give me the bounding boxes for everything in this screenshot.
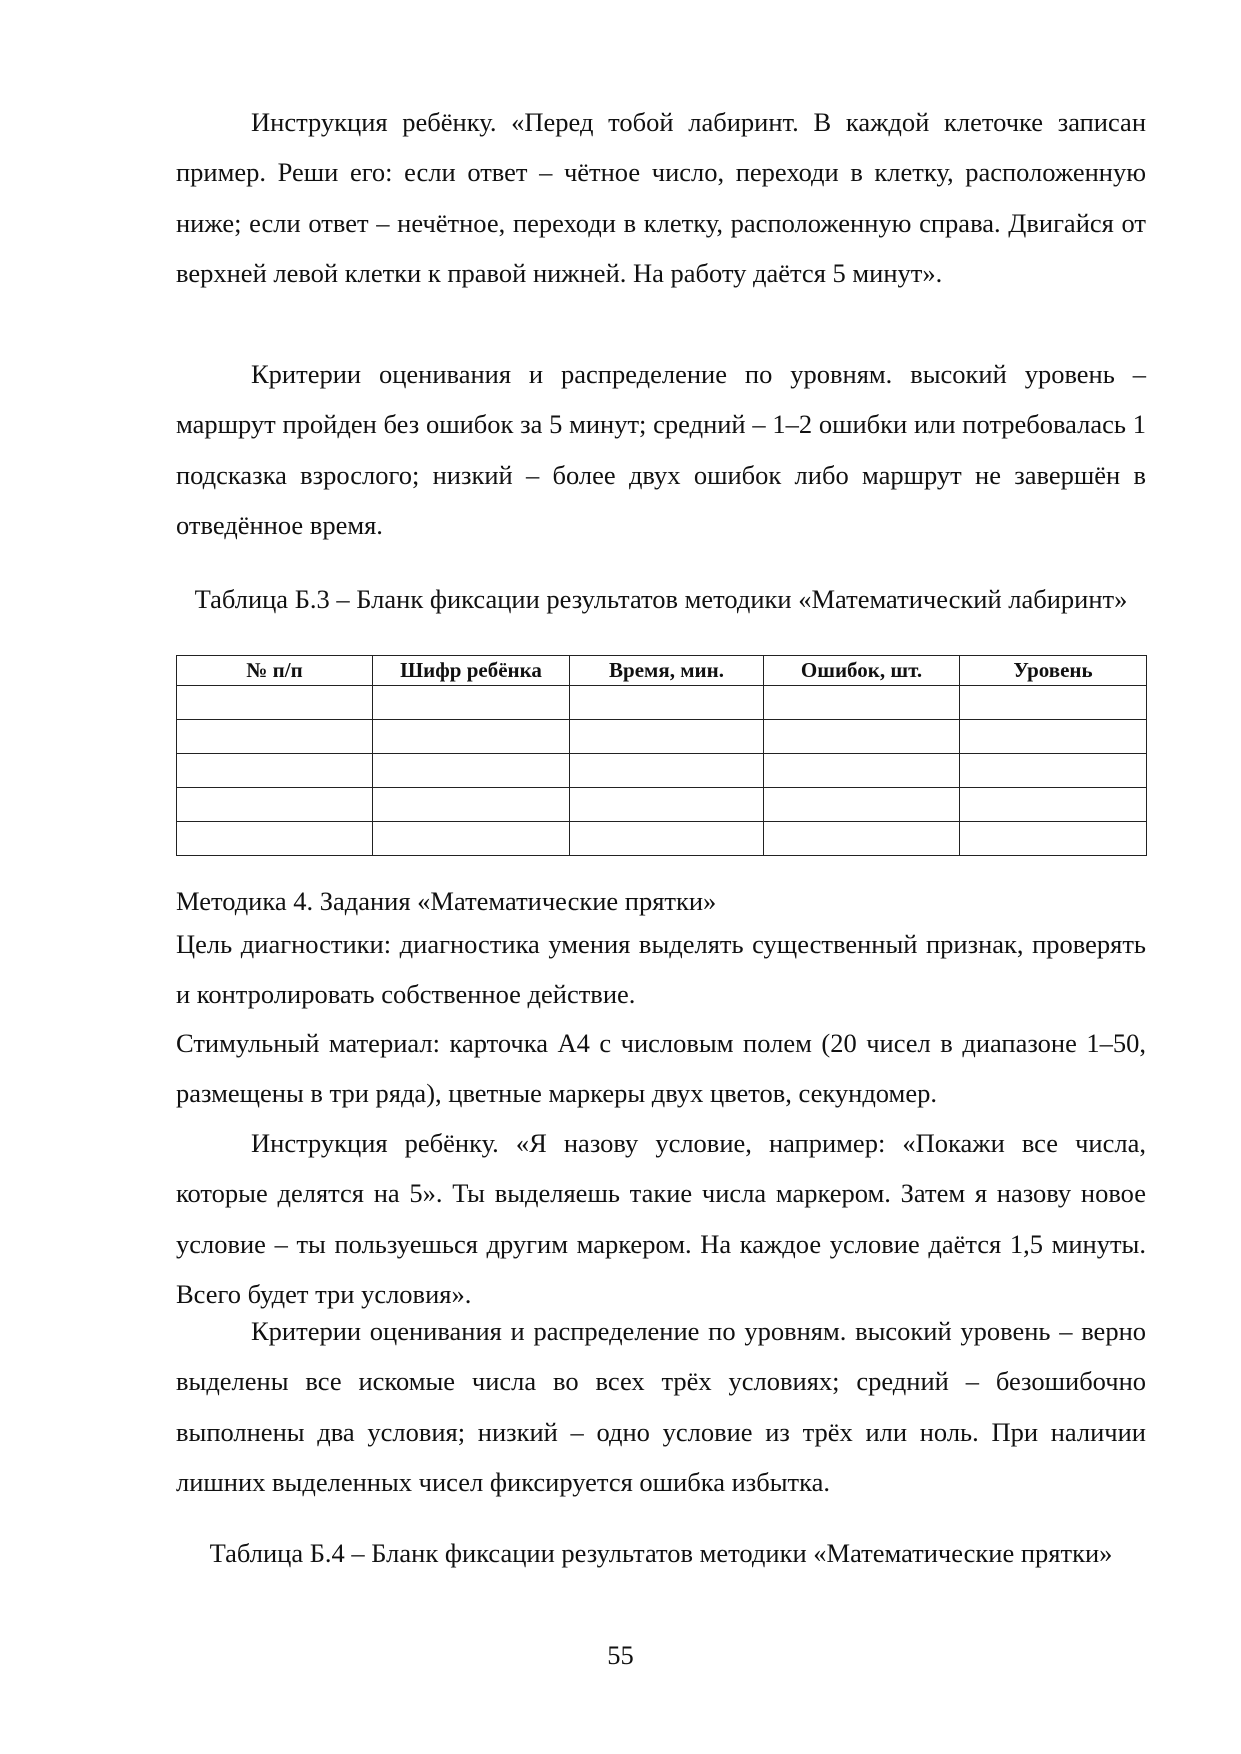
table-cell [960, 822, 1147, 856]
table-cell [764, 822, 960, 856]
column-header-time: Время, мин. [570, 656, 764, 686]
column-header-errors: Ошибок, шт. [764, 656, 960, 686]
criteria-paragraph-1: Критерии оценивания и распределение по уровням. высокий уровень – маршрут пройден без ошибок за 5 минут; средний – 1–2 ошибки или потребовалась 1 подсказка взрослого; низкий – более двух ошибок либо маршрут не завершён в отведённое время. [176, 359, 1146, 540]
table-cell [764, 720, 960, 754]
table-cell [960, 754, 1147, 788]
column-header-number: № п/п [177, 656, 373, 686]
table-cell [570, 788, 764, 822]
instruction-paragraph-1: Инструкция ребёнку. «Перед тобой лабиринт. В каждой клеточке записан пример. Реши его: если ответ – чётное число, переходи в клетку, расположенную ниже; если ответ – нечётное, переходи в клетку, расположенную справа. Двигайся от верхней левой клетки к правой нижней. На работу даётся 5 минут». [176, 107, 1146, 288]
table-cell [764, 754, 960, 788]
column-header-level: Уровень [960, 656, 1147, 686]
table-cell [177, 720, 373, 754]
table-b3-caption: Таблица Б.3 – Бланк фиксации результатов методики «Математический лабиринт» [194, 584, 1128, 614]
instruction-paragraph-2: Инструкция ребёнку. «Я назову условие, например: «Покажи все числа, которые делятся на 5». Ты выделяешь такие числа маркером. Затем я назову новое условие – ты пользуешься другим маркером. На каждое условие даётся 1,5 минуты. Всего будет три условия». [176, 1128, 1146, 1309]
table-cell [764, 788, 960, 822]
table-cell [373, 822, 570, 856]
table-cell [373, 686, 570, 720]
table-cell [177, 686, 373, 720]
method-4-heading: Методика 4. Задания «Математические прятки» [176, 886, 717, 916]
goal-paragraph: Цель диагностики: диагностика умения выделять существенный признак, проверять и контролировать собственное действие. [176, 929, 1146, 1010]
table-cell [373, 788, 570, 822]
table-cell [570, 686, 764, 720]
table-cell [960, 788, 1147, 822]
page-number: 55 [607, 1640, 634, 1670]
table-cell [177, 822, 373, 856]
stimulus-paragraph: Стимульный материал: карточка А4 с числовым полем (20 чисел в диапазоне 1–50, размещены в три ряда), цветные маркеры двух цветов, секундомер. [176, 1028, 1146, 1109]
table-cell [570, 720, 764, 754]
results-table-b3 [176, 655, 1147, 856]
table-cell [177, 754, 373, 788]
table-row [177, 788, 1147, 822]
table-header-row [177, 656, 1147, 686]
table-cell [373, 720, 570, 754]
table-cell [960, 686, 1147, 720]
column-header-child-code: Шифр ребёнка [373, 656, 570, 686]
table-cell [570, 822, 764, 856]
table-row [177, 754, 1147, 788]
table-cell [960, 720, 1147, 754]
table-row [177, 686, 1147, 720]
table-cell [764, 686, 960, 720]
table-b4-caption: Таблица Б.4 – Бланк фиксации результатов методики «Математические прятки» [209, 1538, 1113, 1568]
table-cell [570, 754, 764, 788]
criteria-paragraph-2: Критерии оценивания и распределение по уровням. высокий уровень – верно выделены все искомые числа во всех трёх условиях; средний – безошибочно выполнены два условия; низкий – одно условие из трёх или ноль. При наличии лишних выделенных чисел фиксируется ошибка избытка. [176, 1316, 1146, 1497]
table-row [177, 720, 1147, 754]
table-cell [373, 754, 570, 788]
table-cell [177, 788, 373, 822]
table-row [177, 822, 1147, 856]
